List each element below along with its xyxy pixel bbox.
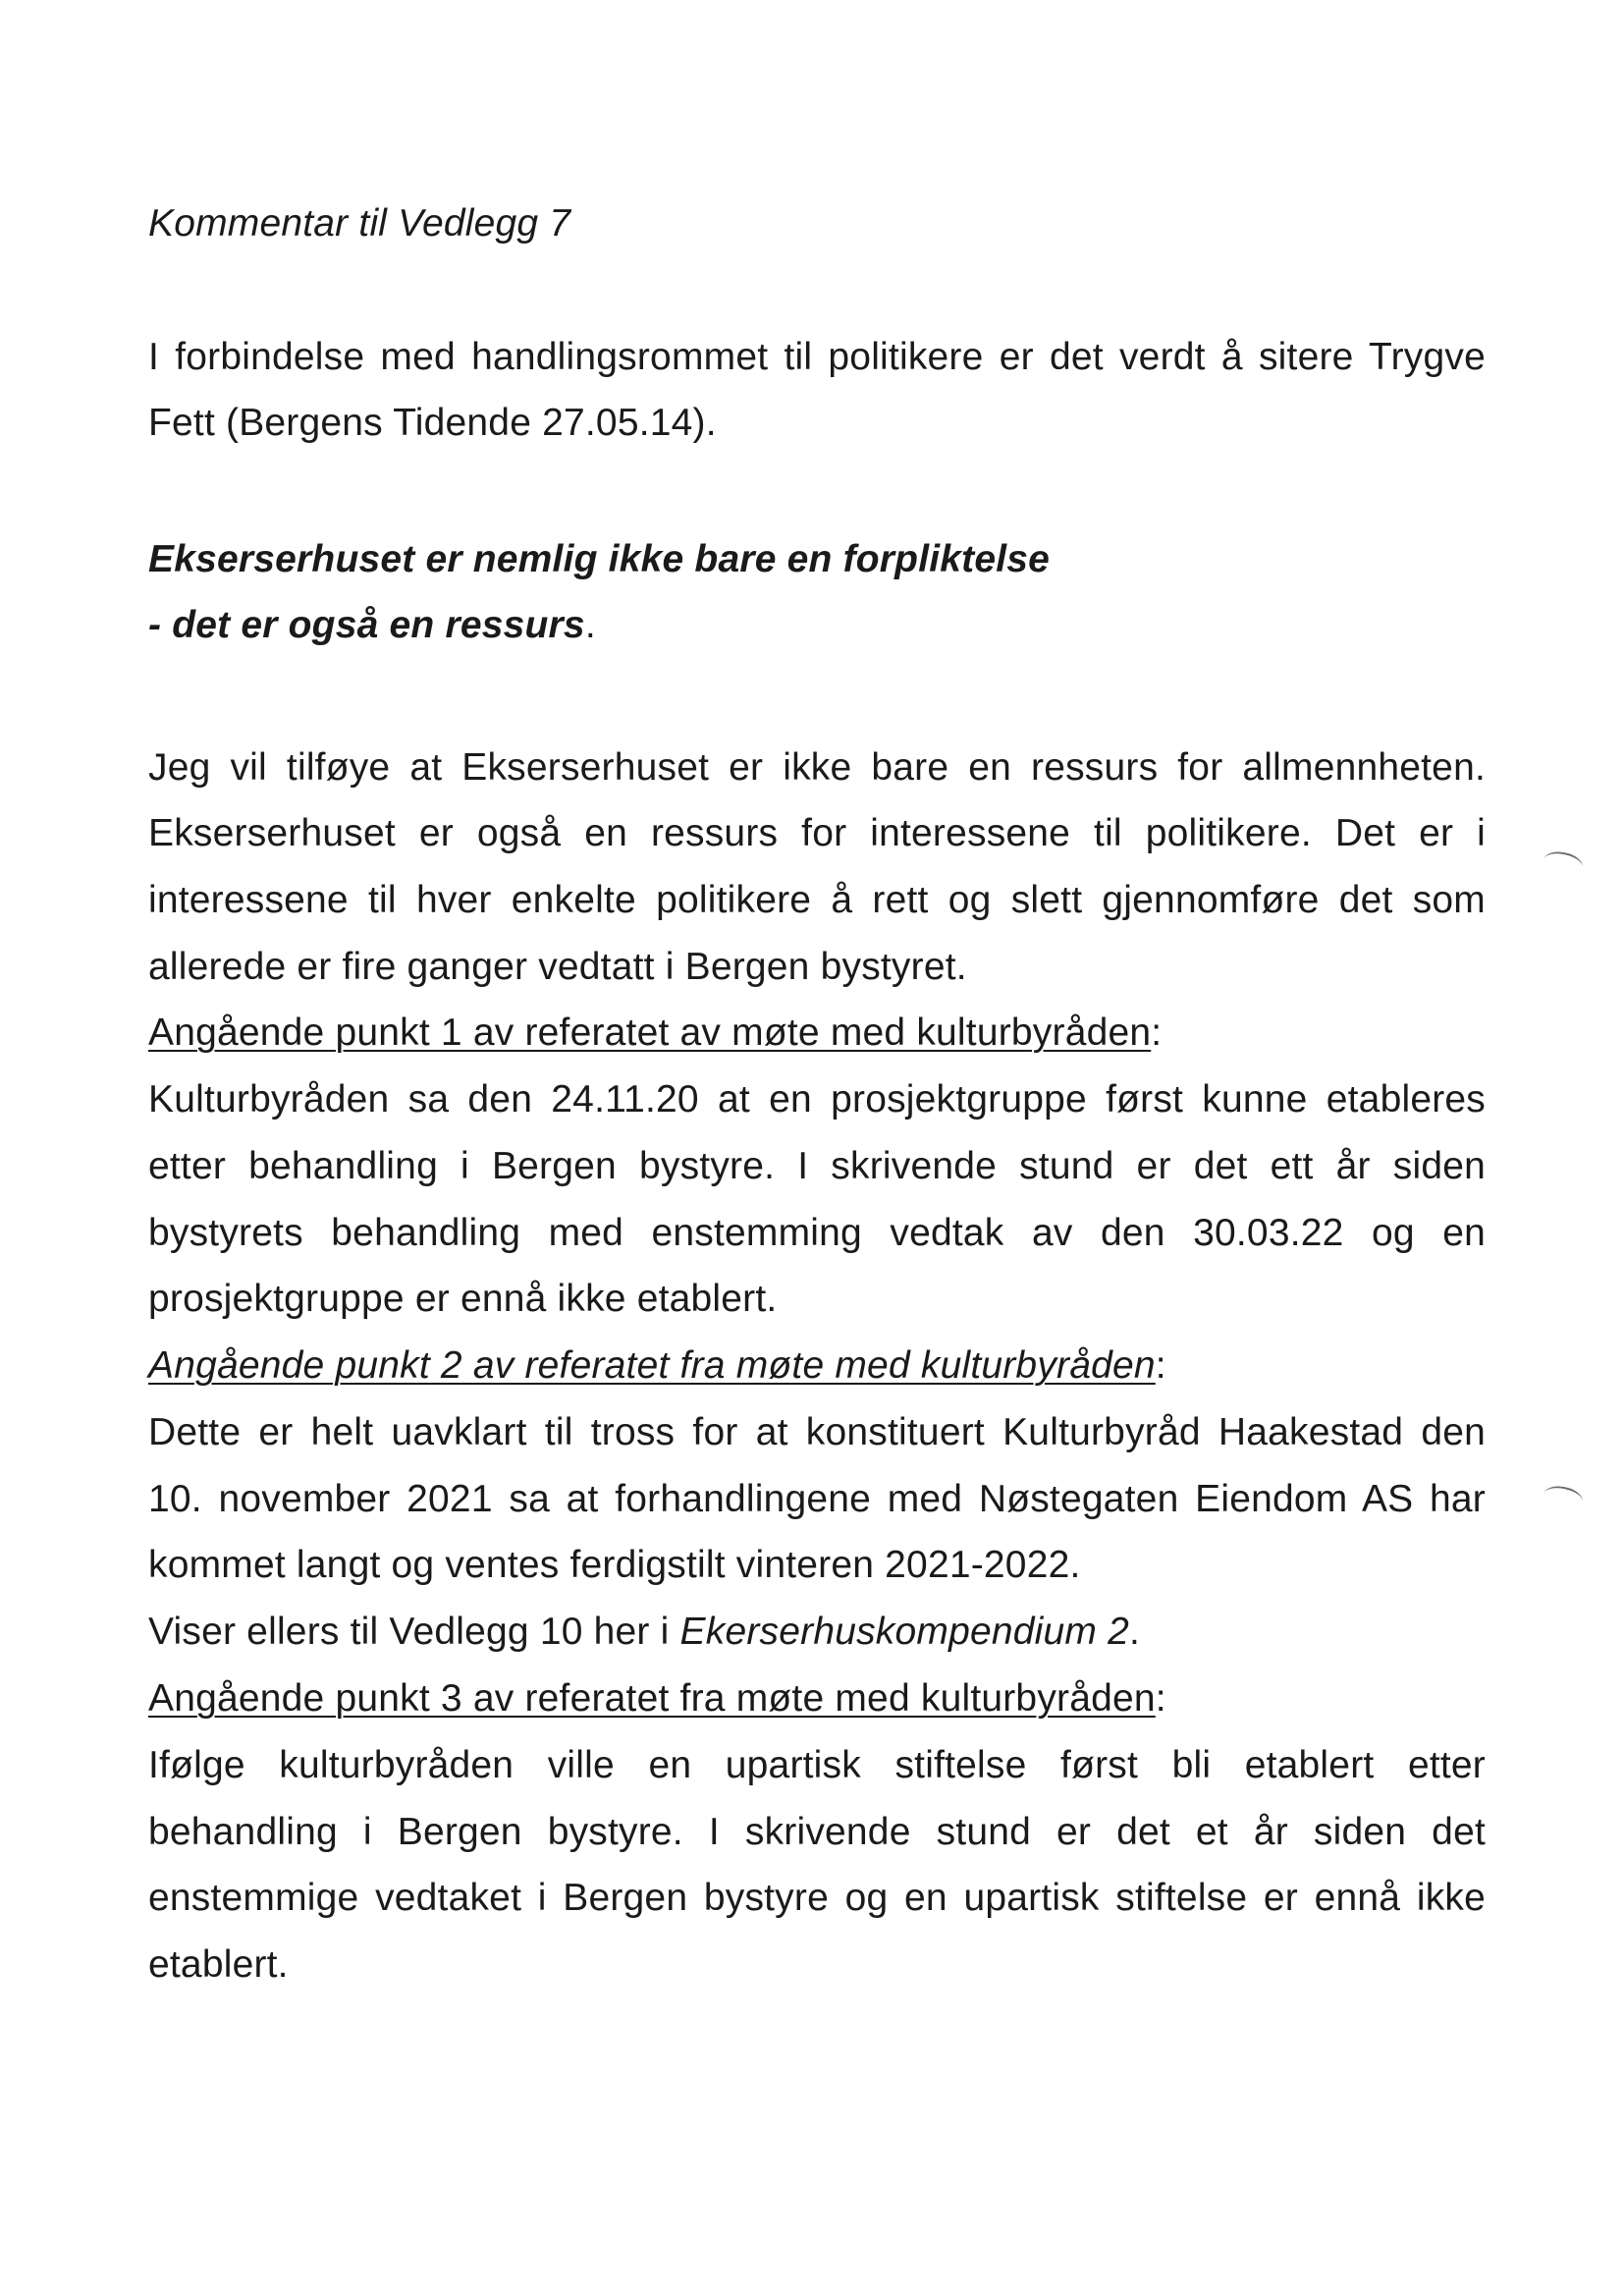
hole-punch-mark-lower [1542, 1483, 1585, 1512]
point2-heading [148, 1343, 1166, 1389]
point1-line-2: etter behandling i Bergen bystyre. I skrivende stund er det ett år siden [148, 1145, 1486, 1187]
point1-heading-text: Angående punkt 1 av referatet av møte med kulturbyråden [148, 1011, 1152, 1054]
point3-heading [148, 1676, 1166, 1722]
point3-line-4: etablert. [148, 1943, 289, 1986]
point2-line-4-italic: Ekerserhuskompendium 2 [679, 1611, 1129, 1653]
para1-line-1: Jeg vil tilføye at Ekserserhuset er ikke bare en ressurs for allmennheten. [148, 746, 1486, 789]
point1-line-1: Kulturbyråden sa den 24.11.20 at en prosjektgruppe først kunne etableres [148, 1078, 1486, 1121]
point2-line-3: kommet langt og ventes ferdigstilt vinteren 2021-2022. [148, 1544, 1081, 1586]
quote-line-2-text: - det er også en ressurs [148, 604, 585, 646]
hole-punch-mark-upper [1542, 848, 1585, 878]
point1-heading [148, 1011, 1162, 1056]
intro-line-1: I forbindelse med handlingsrommet til politikere er det verdt å sitere Trygve [148, 336, 1486, 378]
point3-heading-colon: : [1155, 1677, 1166, 1720]
para1-line-2: Ekserserhuset er også en ressurs for interessene til politikere. Det er i [148, 812, 1486, 854]
point3-line-2: behandling i Bergen bystyre. I skrivende stund er det et år siden det [148, 1811, 1486, 1853]
point2-line-4-prefix: Viser ellers til Vedlegg 10 her i [148, 1611, 680, 1653]
point3-line-1: Ifølge kulturbyråden ville en upartisk stiftelse først bli etablert etter [148, 1744, 1486, 1786]
point2-heading-text: Angående punkt 2 av referatet fra møte med kulturbyråden [148, 1344, 1156, 1387]
quote-line-2 [148, 603, 596, 648]
point2-heading-colon: : [1155, 1344, 1166, 1387]
point1-line-4: prosjektgruppe er ennå ikke etablert. [148, 1278, 778, 1320]
point1-heading-colon: : [1151, 1011, 1163, 1054]
para1-line-4: allerede er fire ganger vedtatt i Bergen bystyret. [148, 946, 967, 988]
point2-line-4-period: . [1129, 1611, 1141, 1653]
point2-line-1: Dette er helt uavklart til tross for at konstituert Kulturbyråd Haakestad den [148, 1411, 1486, 1453]
intro-line-2: Fett (Bergens Tidende 27.05.14). [148, 402, 717, 444]
quote-line-2-period: . [584, 604, 596, 646]
point3-line-3: enstemmige vedtaket i Bergen bystyre og en upartisk stiftelse er ennå ikke [148, 1877, 1486, 1919]
point1-line-3: bystyrets behandling med enstemming vedtak av den 30.03.22 og en [148, 1212, 1486, 1254]
para1-line-3: interessene til hver enkelte politikere å rett og slett gjennomføre det som [148, 879, 1486, 921]
document-heading: Kommentar til Vedlegg 7 [148, 202, 571, 245]
point3-heading-text: Angående punkt 3 av referatet fra møte med kulturbyråden [148, 1677, 1156, 1720]
point2-line-4 [148, 1610, 1140, 1655]
quote-line-1: Ekserserhuset er nemlig ikke bare en forpliktelse [148, 538, 1051, 580]
point2-line-2: 10. november 2021 sa at forhandlingene med Nøstegaten Eiendom AS har [148, 1478, 1486, 1520]
